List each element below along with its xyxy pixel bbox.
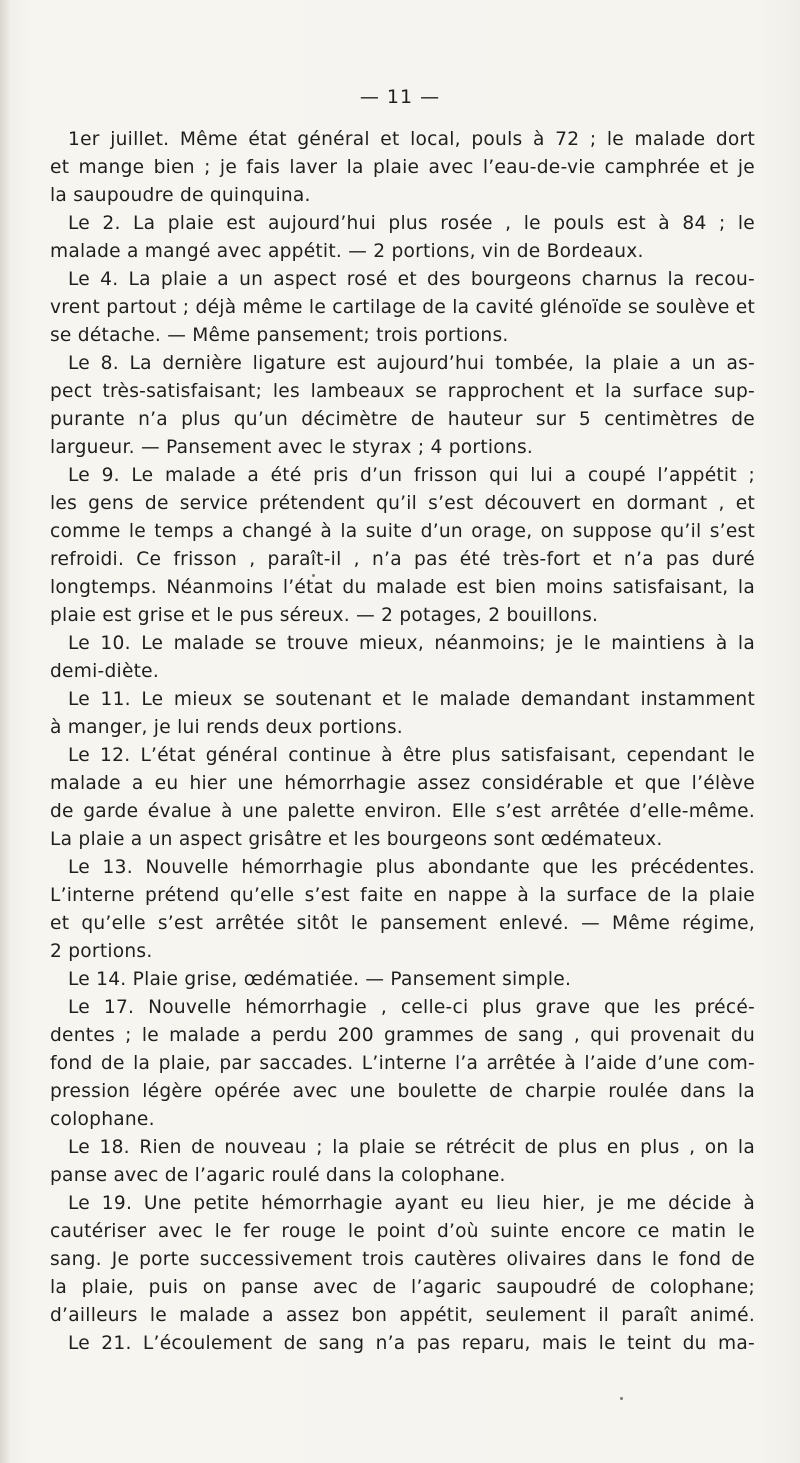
text-line: les gens de service prétendent qu’il s’est découvert en dormant , et bbox=[50, 493, 755, 514]
binding-shadow bbox=[0, 0, 10, 1463]
text-line: refroidi. Ce frisson , paraît-il , n’a pas été très-fort et n’a pas duré bbox=[50, 549, 755, 570]
text-line: d’ailleurs le malade a assez bon appétit, seulement il paraît animé. bbox=[50, 1305, 755, 1326]
text-line: la plaie, puis on panse avec de l’agaric saupoudré de colophane; bbox=[50, 1277, 755, 1298]
text-line: Le 9. Le malade a été pris d’un frisson qui lui a coupé l’appétit ; bbox=[68, 465, 755, 486]
text-line: colophane. bbox=[50, 1109, 155, 1130]
text-line: Le 18. Rien de nouveau ; la plaie se rétrécit de plus en plus , on la bbox=[68, 1137, 755, 1158]
text-line: demi-diète. bbox=[50, 661, 160, 682]
text-line: à manger, je lui rends deux portions. bbox=[50, 717, 403, 738]
text-line: panse avec de l’agaric roulé dans la colophane. bbox=[50, 1165, 506, 1186]
text-line: malade a eu hier une hémorrhagie assez considérable et que l’élève bbox=[50, 773, 755, 794]
text-line: Le 12. L’état général continue à être plus satisfaisant, cependant le bbox=[68, 745, 755, 766]
text-line: La plaie a un aspect grisâtre et les bourgeons sont œdémateux. bbox=[50, 829, 663, 850]
text-line: longtemps. Néanmoins l’état du malade est bien moins satisfaisant, la bbox=[50, 577, 755, 598]
text-line: purante n’a plus qu’un décimètre de hauteur sur 5 centimètres de bbox=[50, 409, 755, 430]
page-number: — 11 — bbox=[359, 86, 441, 108]
text-line: Le 10. Le malade se trouve mieux, néanmoins; je le maintiens à la bbox=[68, 633, 755, 654]
text-line: malade a mangé avec appétit. — 2 portions, vin de Bordeaux. bbox=[50, 241, 644, 262]
text-line: la saupoudre de quinquina. bbox=[50, 185, 311, 206]
text-line: de garde évalue à une palette environ. Elle s’est arrêtée d’elle-même. bbox=[50, 801, 755, 822]
text-line: Le 13. Nouvelle hémorrhagie plus abondante que les précédentes. bbox=[68, 857, 755, 878]
text-line: pression légère opérée avec une boulette de charpie roulée dans la bbox=[50, 1081, 755, 1102]
body-text bbox=[50, 126, 755, 1358]
text-line: et mange bien ; je fais laver la plaie avec l’eau-de-vie camphrée et je bbox=[50, 157, 755, 178]
text-line: Le 8. La dernière ligature est aujourd’hui tombée, la plaie a un as- bbox=[68, 353, 755, 374]
text-line: se détache. — Même pansement; trois portions. bbox=[50, 325, 509, 346]
text-line: L’interne prétend qu’elle s’est faite en nappe à la surface de la plaie bbox=[50, 885, 755, 906]
text-line: vrent partout ; déjà même le cartilage de la cavité glénoïde se soulève et bbox=[50, 297, 755, 318]
text-line: et qu’elle s’est arrêtée sitôt le pansement enlevé. — Même régime, bbox=[50, 913, 755, 934]
text-line: Le 2. La plaie est aujourd’hui plus rosée , le pouls est à 84 ; le bbox=[68, 213, 755, 234]
text-line: Le 4. La plaie a un aspect rosé et des bourgeons charnus la recou- bbox=[68, 269, 755, 290]
text-line: comme le temps a changé à la suite d’un orage, on suppose qu’il s’est bbox=[50, 521, 755, 542]
text-line: Le 17. Nouvelle hémorrhagie , celle-ci plus grave que les précé- bbox=[68, 997, 755, 1018]
text-line: pect très-satisfaisant; les lambeaux se rapprochent et la surface sup- bbox=[50, 381, 755, 402]
text-line: Le 11. Le mieux se soutenant et le malade demandant instamment bbox=[68, 689, 755, 710]
ink-speck bbox=[620, 1397, 623, 1400]
text-line: 2 portions. bbox=[50, 941, 153, 962]
text-line: Le 14. Plaie grise, œdématiée. — Pansement simple. bbox=[68, 969, 572, 990]
text-line: plaie est grise et le pus séreux. — 2 potages, 2 bouillons. bbox=[50, 605, 599, 626]
text-line: dentes ; le malade a perdu 200 grammes de sang , qui provenait du bbox=[50, 1025, 755, 1046]
text-line: 1er juillet. Même état général et local, pouls à 72 ; le malade dort bbox=[68, 129, 755, 150]
text-line: Le 21. L’écoulement de sang n’a pas reparu, mais le teint du ma- bbox=[68, 1333, 755, 1354]
text-line: Le 19. Une petite hémorrhagie ayant eu lieu hier, je me décide à bbox=[68, 1193, 755, 1214]
text-line: cautériser avec le fer rouge le point d’où suinte encore ce matin le bbox=[50, 1221, 755, 1242]
text-line: largueur. — Pansement avec le styrax ; 4 portions. bbox=[50, 437, 534, 458]
text-line: sang. Je porte successivement trois cautères olivaires dans le fond de bbox=[50, 1249, 755, 1270]
text-line: fond de la plaie, par saccades. L’interne l’a arrêtée à l’aide d’une com- bbox=[50, 1053, 755, 1074]
ink-speck bbox=[312, 574, 315, 577]
